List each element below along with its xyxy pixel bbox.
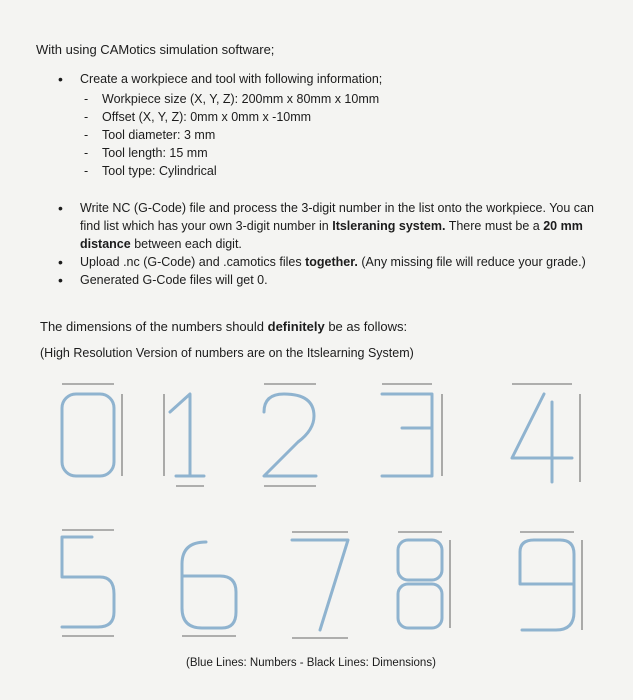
bold-distance: 20 mm distance — [80, 219, 583, 251]
spec-offset: - Offset (X, Y, Z): 0mm x 0mm x -10mm — [80, 108, 616, 126]
workpiece-spec-list — [80, 90, 616, 180]
digit-3-shape — [382, 394, 432, 476]
bold-definitely: definitely — [267, 319, 325, 334]
digit-9-shape — [520, 540, 574, 630]
figure-caption: (Blue Lines: Numbers - Black Lines: Dimensions) — [186, 657, 436, 669]
digit-2-shape — [264, 394, 316, 476]
spec-workpiece-size: - Workpiece size (X, Y, Z): 200mm x 80mm x 10mm — [80, 90, 616, 108]
dimensions-subtitle: (High Resolution Version of numbers are on the Itslearning System) — [40, 346, 414, 360]
bullet-workpiece-text: Create a workpiece and tool with following information; — [80, 72, 383, 86]
spec-tool-diameter: - Tool diameter: 3 mm — [80, 126, 616, 144]
bullet-generated: • Generated G-Code files will get 0. — [56, 271, 596, 289]
digit-0-shape — [62, 394, 114, 476]
bullet-workpiece — [56, 70, 616, 180]
digits-dimension-drawing — [52, 372, 592, 662]
digit-4-shape — [512, 394, 572, 482]
workpiece-bullet-list — [56, 70, 616, 180]
bold-itslearning: Itsleraning system. — [332, 219, 446, 233]
digit-6-shape — [182, 542, 236, 628]
bold-together: together. — [305, 255, 358, 269]
dimensions-title: The dimensions of the numbers should definitely be as follows: — [40, 319, 408, 334]
spec-tool-length: - Tool length: 15 mm — [80, 144, 616, 162]
digit-8-top — [398, 540, 442, 580]
spec-tool-type: - Tool type: Cylindrical — [80, 162, 616, 180]
instruction-bullet-list — [56, 199, 596, 289]
digit-1-shape — [170, 394, 204, 476]
bullet-upload: • Upload .nc (G-Code) and .camotics files together. (Any missing file will reduce your grade.) — [56, 253, 596, 271]
intro-text: With using CAMotics simulation software; — [36, 42, 275, 57]
bullet-write-nc: • Write NC (G-Code) file and process the 3-digit number in the list onto the workpiece. You can find list which has your own 3-digit number in Itsleraning system. There must be a 20 mm distance between each digit. — [56, 199, 596, 253]
digit-5-shape — [62, 537, 114, 627]
digit-7-shape — [292, 540, 348, 630]
digit-8-bottom — [398, 584, 442, 628]
